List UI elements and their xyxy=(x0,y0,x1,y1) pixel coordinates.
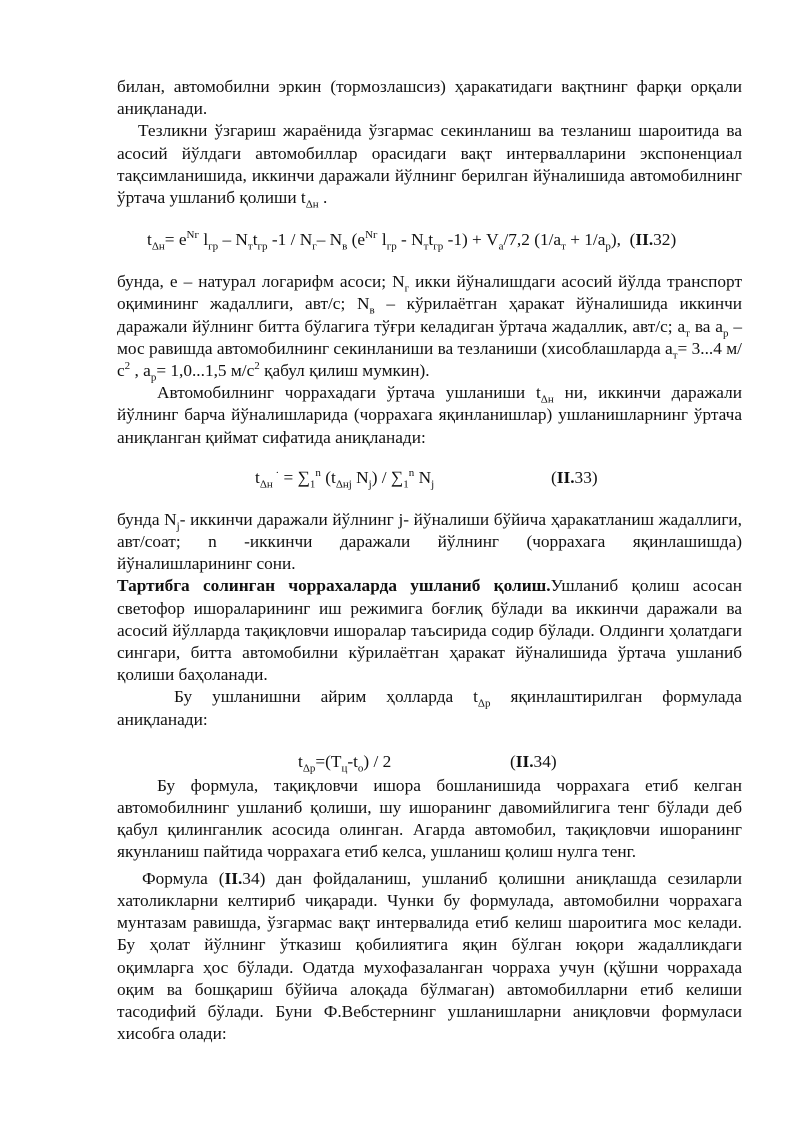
paragraph-6: Тартибга солинган чоррахаларда ушланиб қолиш.Ушланиб қолиш асосан светофор ишораларининг иш режимига боғлиқ бўлади ва иккинчи даражали ва асосий йўлларда тақиқловчи ишоралар таъсирида содир бўлади. Олдинги ҳолатдаги сингари, битта автомобилни кўрилаётган ҳаракат йўналишида ўртача ушланиб қолиши баҳоланади. xyxy=(117,576,742,685)
paragraph-1: билан, автомобилни эркин (тормозлашсиз) ҳаракатидаги вақтнинг фарқи орқали аниқланади. xyxy=(117,77,742,119)
paragraph-7: Бу ушланишни айрим ҳолларда $t_{\Delta р}$ яқинлаштирилган формулада аниқланади: xyxy=(117,687,742,729)
formula-II-34-expression: $t_{\Delta р}=(T_ц-t_о) / 2$ xyxy=(298,751,392,775)
formula-II-33-expression: $t_{\Delta н}$ $^\cdot = \sum_1^n$ ($t_{\Delta нj}$ $N_j) / \sum_1^n$ $N_j$ xyxy=(255,467,435,491)
formula-II-33 xyxy=(117,467,742,489)
equation-number-II-33: (II.33) xyxy=(551,467,598,487)
formula-II-34 xyxy=(117,751,742,773)
paragraph-4: Автомобилнинг чоррахадаги ўртача ушланиши $t_{\Delta н}$ ни, иккинчи даражали йўлнинг барча йўналишларида (чоррахага яқинланишлар) ушланишларнинг ўртача аниқланган қиймат сифатида аниқланади: xyxy=(117,383,742,447)
paragraph-5: бунда $N_j-$ иккинчи даражали йўлнинг j- йўналиши бўйича ҳаракатланиш жадаллиги, авт/соат; n -иккинчи даражали йўлнинг (чоррахага яқинлашишда) йўналишларининг сони. xyxy=(117,509,742,574)
formula-II-32 xyxy=(117,229,742,251)
paragraph-2: Тезликни ўзгариш жараёнида ўзгармас секинланиш ва тезланиш шароитида ва асосий йўлдаги автомобиллар орасидаги вақт интервалларини экспоненциал тақсимланишида, иккинчи даражали йўлнинг берилган йўналишида автомобилнинг ўртача ушланиб қолиши $t_{\Delta н}$ . xyxy=(117,121,742,211)
formula-II-32-expression: $t_{\Delta н}= e^{Nг}$ $l_{гр} - N_тt_{гр}$ $-1 / N_г-$ $N_в$ ($e^{Nг}$ $l_{гр} - N_тt_{гр}$ $-1) + V_а/7,2$ $(1/a_т + 1/a_р)$, (II.32) xyxy=(147,229,677,253)
document-page xyxy=(117,76,742,1045)
section-heading: Тартибга солинган чоррахаларда ушланиб қолиш. xyxy=(117,576,551,596)
equation-number-II-34: (II.34) xyxy=(510,751,557,771)
paragraph-9: Формула (II.34) дан фойдаланиш, ушланиб қолишни аниқлашда сезиларли хатоликларни келтириб чиқаради. Чунки бу формулада, автомобилни чоррахага мунтазам равишда, ўзгармас вақт интервалида етиб келиш шароитига мос келади. Бу ҳолат йўлнинг ўтказиш қобилиятига яқин бўлган юқори жадалликдаги оқимларга ҳос бўлади. Одатда мухофазаланган чорраха учун (қўшни чоррахада оқим ва бошқариш бўйича алоқада бўлмаган) автомобилларни етиб келиши тасодифий бўлади. Буни Ф.Вебстернинг ушланишларни аниқловчи формуласи хисобга олади: xyxy=(117,868,743,1044)
paragraph-8: Бу формула, тақиқловчи ишора бошланишида чоррахага етиб келган автомобилнинг ушланиб қолиши, шу ишоранинг давомийлигига тенг бўлади деб қабул қилинганлик асосида олинган. Агарда автомобил, тақиқловчи ишоранинг якунланиш пайтида чоррахага етиб келса, ушланиш қолиш нулга тенг. xyxy=(117,775,742,862)
paragraph-3: бунда, e – натурал логарифм асоси; $N_г$ икки йўналишдаги асосий йўлда транспорт оқимининг жадаллиги, авт/с; $N_в$ – кўрилаётган ҳаракат йўналишида иккинчи даражали йўлнинг битта бўлагига тўғри келадиган ўртача жадаллик, авт/с; $a_т$ ва $a_р$ – мос равишда автомобилнинг секинланиши ва тезланиши (хисоблашларда $a_т= 3...4$ $м/с^2$ , $a_р= 1,0...1,5$ $м/с^2$ қабул қилиш мумкин). xyxy=(117,272,743,384)
equation-number-II-32: (II.32) xyxy=(629,230,677,250)
